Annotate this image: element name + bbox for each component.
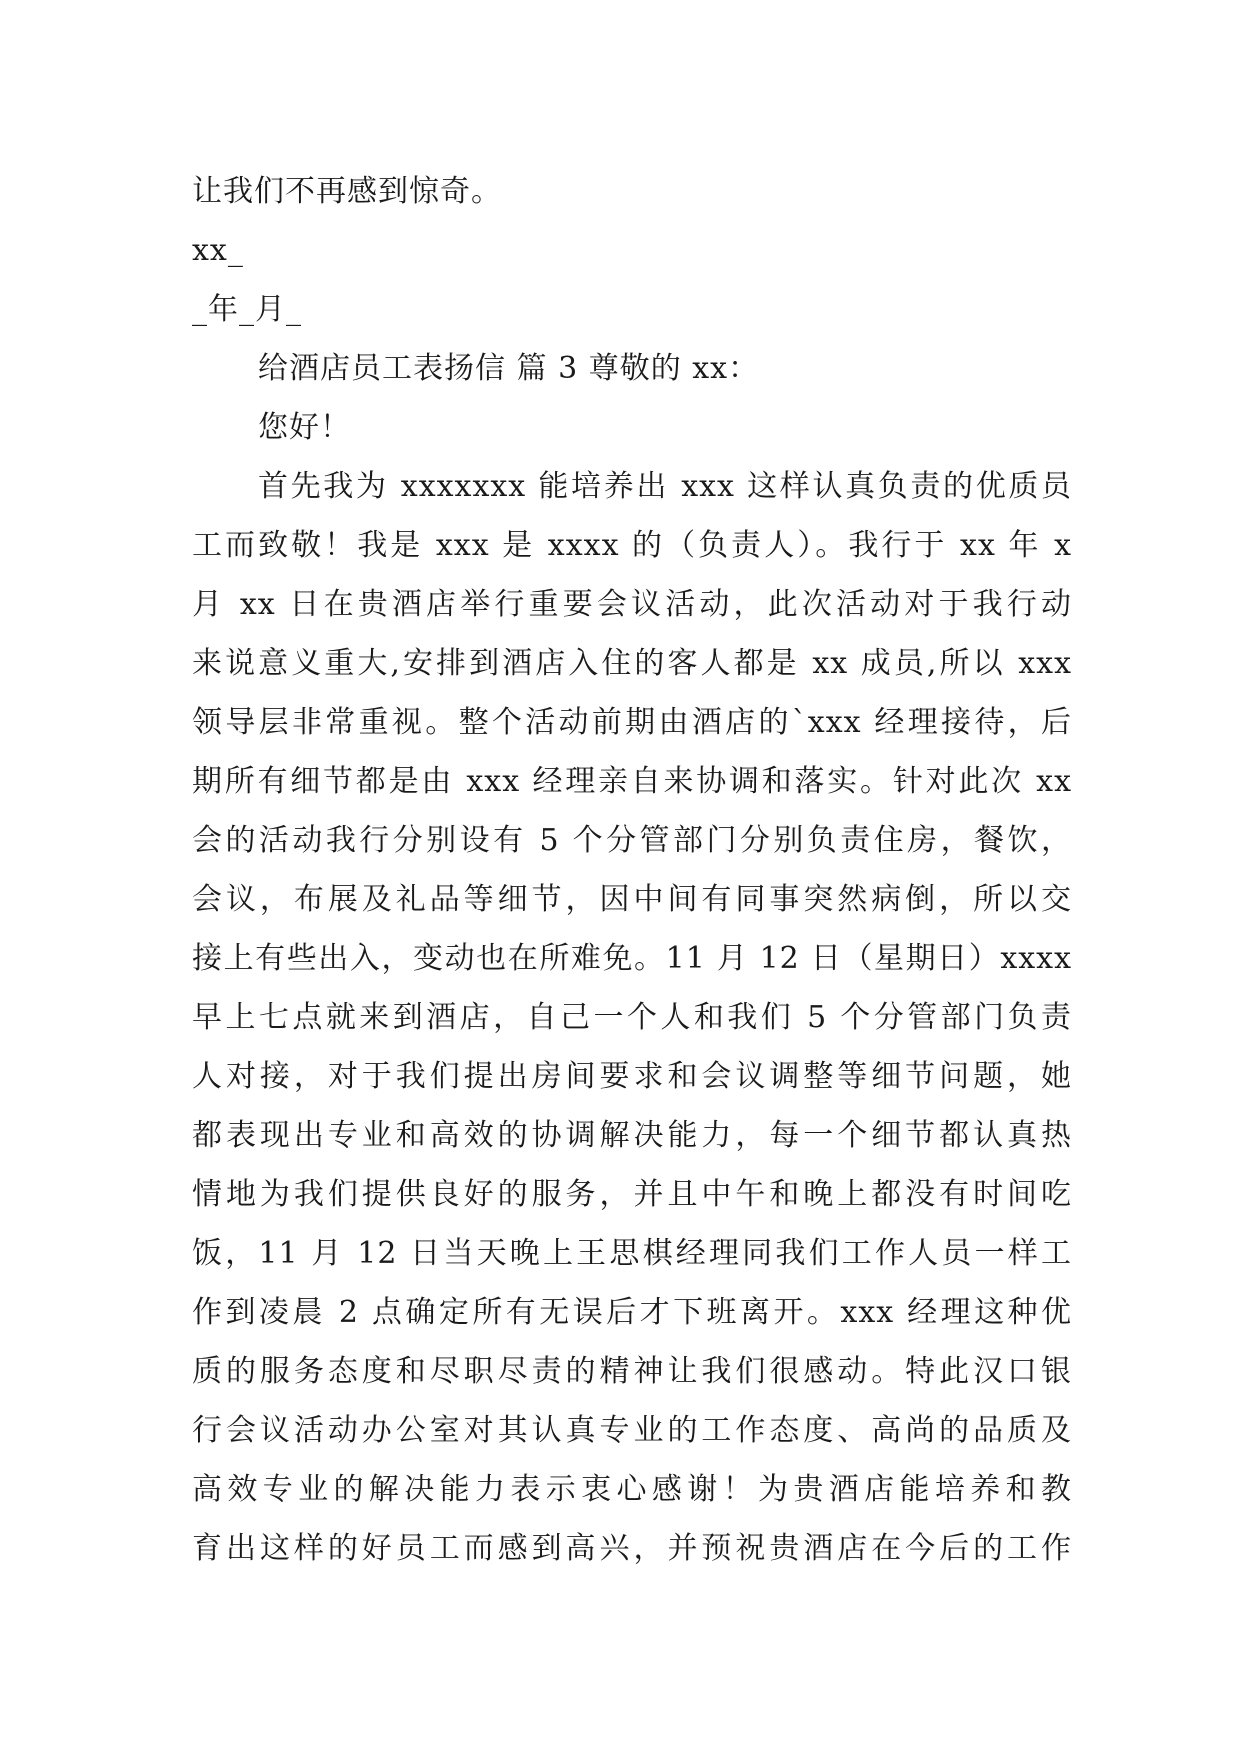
signature-line: xx_ [192, 233, 244, 268]
paragraph-line: 育出这样的好员工而感到高兴，并预祝贵酒店在今后的工作 [192, 1531, 1072, 1566]
paragraph-line: 来说意义重大,安排到酒店入住的客人都是 xx 成员,所以 xxx [192, 646, 1072, 681]
document-page [192, 162, 1072, 1578]
letter-heading: 给酒店员工表扬信 篇 3 尊敬的 xx： [258, 351, 760, 386]
greeting: 您好！ [258, 410, 351, 445]
paragraph-line: 早上七点就来到酒店，自己一个人和我们 5 个分管部门负责 [192, 1000, 1072, 1035]
paragraph-line: 人对接，对于我们提出房间要求和会议调整等细节问题，她 [192, 1059, 1072, 1094]
paragraph-line: 工而致敬！我是 xxx 是 xxxx 的（负责人）。我行于 xx 年 x [192, 528, 1072, 563]
paragraph-line: 会的活动我行分别设有 5 个分管部门分别负责住房，餐饮， [192, 823, 1072, 858]
text-line: 让我们不再感到惊奇。 [192, 174, 502, 209]
date-line: _年_月_ [192, 292, 302, 327]
paragraph-line: 期所有细节都是由 xxx 经理亲自来协调和落实。针对此次 xx [192, 764, 1072, 799]
paragraph-line: 会议，布展及礼品等细节，因中间有同事突然病倒，所以交 [192, 882, 1072, 917]
paragraph-line: 情地为我们提供良好的服务，并且中午和晚上都没有时间吃 [192, 1177, 1072, 1212]
paragraph-line: 饭，11 月 12 日当天晚上王思棋经理同我们工作人员一样工 [192, 1236, 1072, 1271]
paragraph-line: 作到凌晨 2 点确定所有无误后才下班离开。xxx 经理这种优 [192, 1295, 1072, 1330]
paragraph-line: 高效专业的解决能力表示衷心感谢！为贵酒店能培养和教 [192, 1472, 1072, 1507]
paragraph-line: 月 xx 日在贵酒店举行重要会议活动，此次活动对于我行动 [192, 587, 1072, 622]
paragraph-line: 行会议活动办公室对其认真专业的工作态度、高尚的品质及 [192, 1413, 1072, 1448]
paragraph-line: 接上有些出入，变动也在所难免。11 月 12 日（星期日）xxxx [192, 941, 1072, 976]
paragraph-line: 首先我为 xxxxxxx 能培养出 xxx 这样认真负责的优质员 [258, 469, 1072, 504]
paragraph-line: 质的服务态度和尽职尽责的精神让我们很感动。特此汉口银 [192, 1354, 1072, 1389]
paragraph-line: 领导层非常重视。整个活动前期由酒店的`xxx 经理接待，后 [192, 705, 1072, 740]
paragraph-line: 都表现出专业和高效的协调解决能力，每一个细节都认真热 [192, 1118, 1072, 1153]
